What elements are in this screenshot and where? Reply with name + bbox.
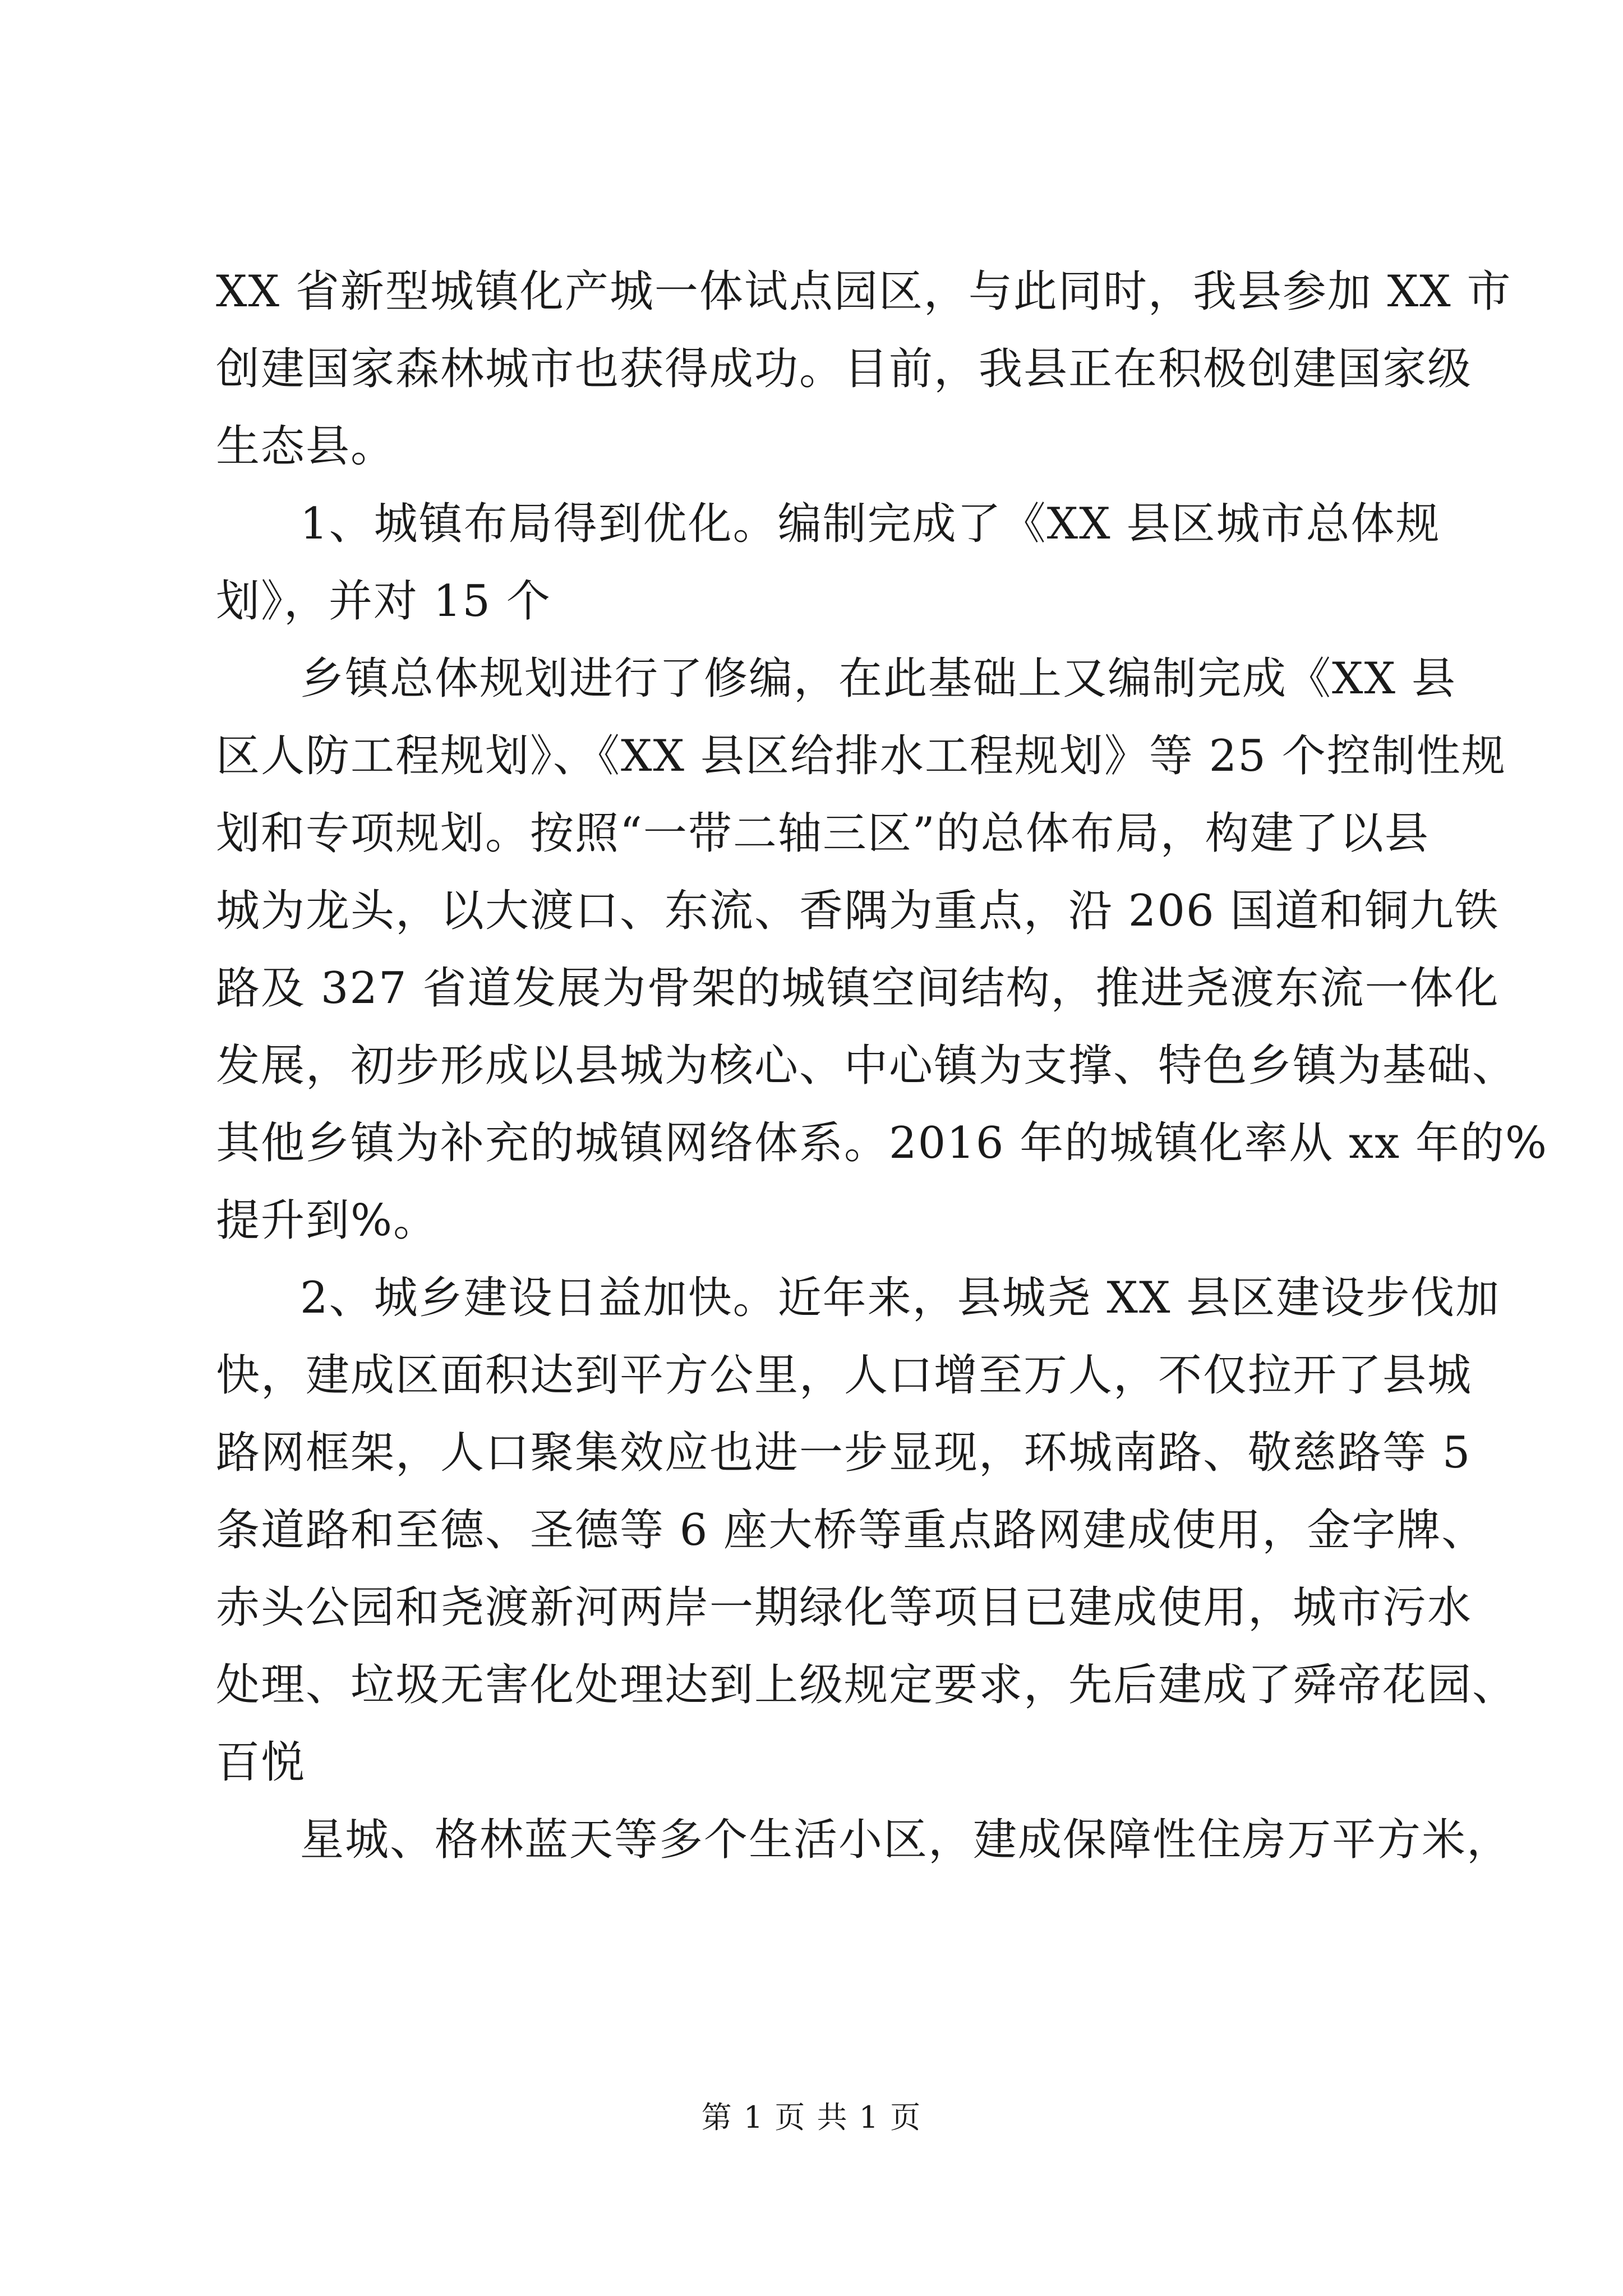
text-line: 区人防工程规划》、《XX 县区给排水工程规划》等 25 个控制性规: [216, 731, 1506, 781]
text-line: 赤头公园和尧渡新河两岸一期绿化等项目已建成使用，城市污水: [216, 1582, 1473, 1633]
text-line: 路网框架，人口聚集效应也进一步显现，环城南路、敬慈路等 5: [216, 1428, 1472, 1478]
text-line: 快，建成区面积达到平方公里，人口增至万人，不仅拉开了县城: [216, 1350, 1473, 1401]
text-line: 路及 327 省道发展为骨架的城镇空间结构，推进尧渡东流一体化: [216, 963, 1500, 1014]
text-line: 百悦: [216, 1737, 306, 1788]
page-footer: 第 1 页 共 1 页: [701, 2100, 922, 2135]
text-line: 划和专项规划。按照“一带二轴三区”的总体布局，构建了以县: [216, 808, 1430, 859]
paragraph-start: 星城、格林蓝天等多个生活小区，建成保障性住房万平方米，: [300, 1815, 1512, 1865]
text-line: 划》，并对 15 个: [216, 576, 551, 627]
paragraph-2-start: 2、城乡建设日益加快。近年来，县城尧 XX 县区建设步伐加: [300, 1273, 1501, 1323]
text-line: 提升到%。: [216, 1195, 439, 1246]
text-line: 城为龙头，以大渡口、东流、香隅为重点，沿 206 国道和铜九铁: [216, 886, 1500, 936]
text-line: 其他乡镇为补充的城镇网络体系。2016 年的城镇化率从 xx 年的%: [216, 1118, 1548, 1168]
text-line: 条道路和至德、圣德等 6 座大桥等重点路网建成使用，金字牌、: [216, 1505, 1487, 1556]
paragraph-1-start: 1、城镇布局得到优化。编制完成了《XX 县区城市总体规: [300, 499, 1441, 549]
text-line: 发展，初步形成以县城为核心、中心镇为支撑、特色乡镇为基础、: [216, 1041, 1518, 1091]
text-line: 处理、垃圾无害化处理达到上级规定要求，先后建成了舜帝花园、: [216, 1660, 1518, 1710]
paragraph-start: 乡镇总体规划进行了修编，在此基础上又编制完成《XX 县: [300, 654, 1456, 704]
text-line: 生态县。: [216, 421, 396, 472]
text-line: XX 省新型城镇化产城一体试点园区，与此同时，我县参加 XX 市: [216, 266, 1512, 317]
text-line: 创建国家森林城市也获得成功。目前，我县正在积极创建国家级: [216, 344, 1473, 394]
